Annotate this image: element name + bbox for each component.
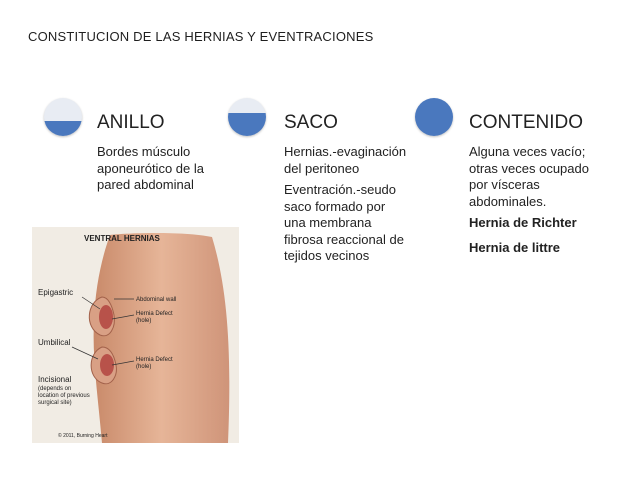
figure-title: VENTRAL HERNIAS: [84, 234, 160, 243]
column-heading: ANILLO: [97, 112, 165, 133]
bold-item: Hernia de Richter: [469, 215, 577, 230]
label-incisional-note: (depends on: [38, 386, 72, 392]
label-incisional-note: location of previous: [38, 393, 90, 399]
label-epigastric: Epigastric: [38, 288, 74, 297]
label-incisional-note: surgical site): [38, 400, 72, 406]
paragraph: Alguna veces vacío; otras veces ocupado por vísceras abdominales.: [469, 144, 589, 209]
label-abdominal-wall: Abdominal wall: [136, 297, 177, 303]
bold-item: Hernia de littre: [469, 239, 561, 255]
quarter-fill-circle-icon: [44, 98, 82, 136]
hernia-diagram: [32, 227, 239, 443]
column-heading: SACO: [284, 112, 338, 133]
paragraph: Bordes músculo aponeurótico de la pared abdominal: [97, 144, 204, 192]
label-hernia-defect: Hernia Defect: [136, 311, 173, 317]
torso-shape: [94, 233, 230, 443]
paragraph: Hernias.-evaginación del peritoneo: [284, 144, 407, 176]
ventral-hernias-illustration: [32, 227, 239, 443]
label-hernia-defect: Hernia Defect: [136, 357, 173, 363]
label-incisional: Incisional: [38, 375, 72, 384]
full-fill-circle-icon: [415, 98, 453, 136]
label-hole: (hole): [136, 318, 152, 324]
epigastric-defect: [99, 305, 113, 329]
copyright-text: © 2011, Burning Heart: [58, 433, 108, 439]
umbilical-defect: [100, 354, 114, 376]
paragraph: Eventración.-seudo saco formado por una membrana fibrosa reaccional de tejidos vecinos: [284, 182, 404, 263]
circle-fill: [228, 113, 266, 136]
column-heading: CONTENIDO: [469, 112, 583, 133]
circle-fill: [415, 98, 453, 136]
label-hole: (hole): [136, 364, 152, 370]
column-body: [469, 144, 591, 264]
circle-fill: [44, 121, 82, 136]
column-body: [97, 144, 215, 199]
slide-title: CONSTITUCION DE LAS HERNIAS Y EVENTRACIONES: [28, 29, 374, 44]
column-body: [284, 144, 409, 270]
half-fill-circle-icon: [228, 98, 266, 136]
label-umbilical: Umbilical: [38, 338, 71, 347]
